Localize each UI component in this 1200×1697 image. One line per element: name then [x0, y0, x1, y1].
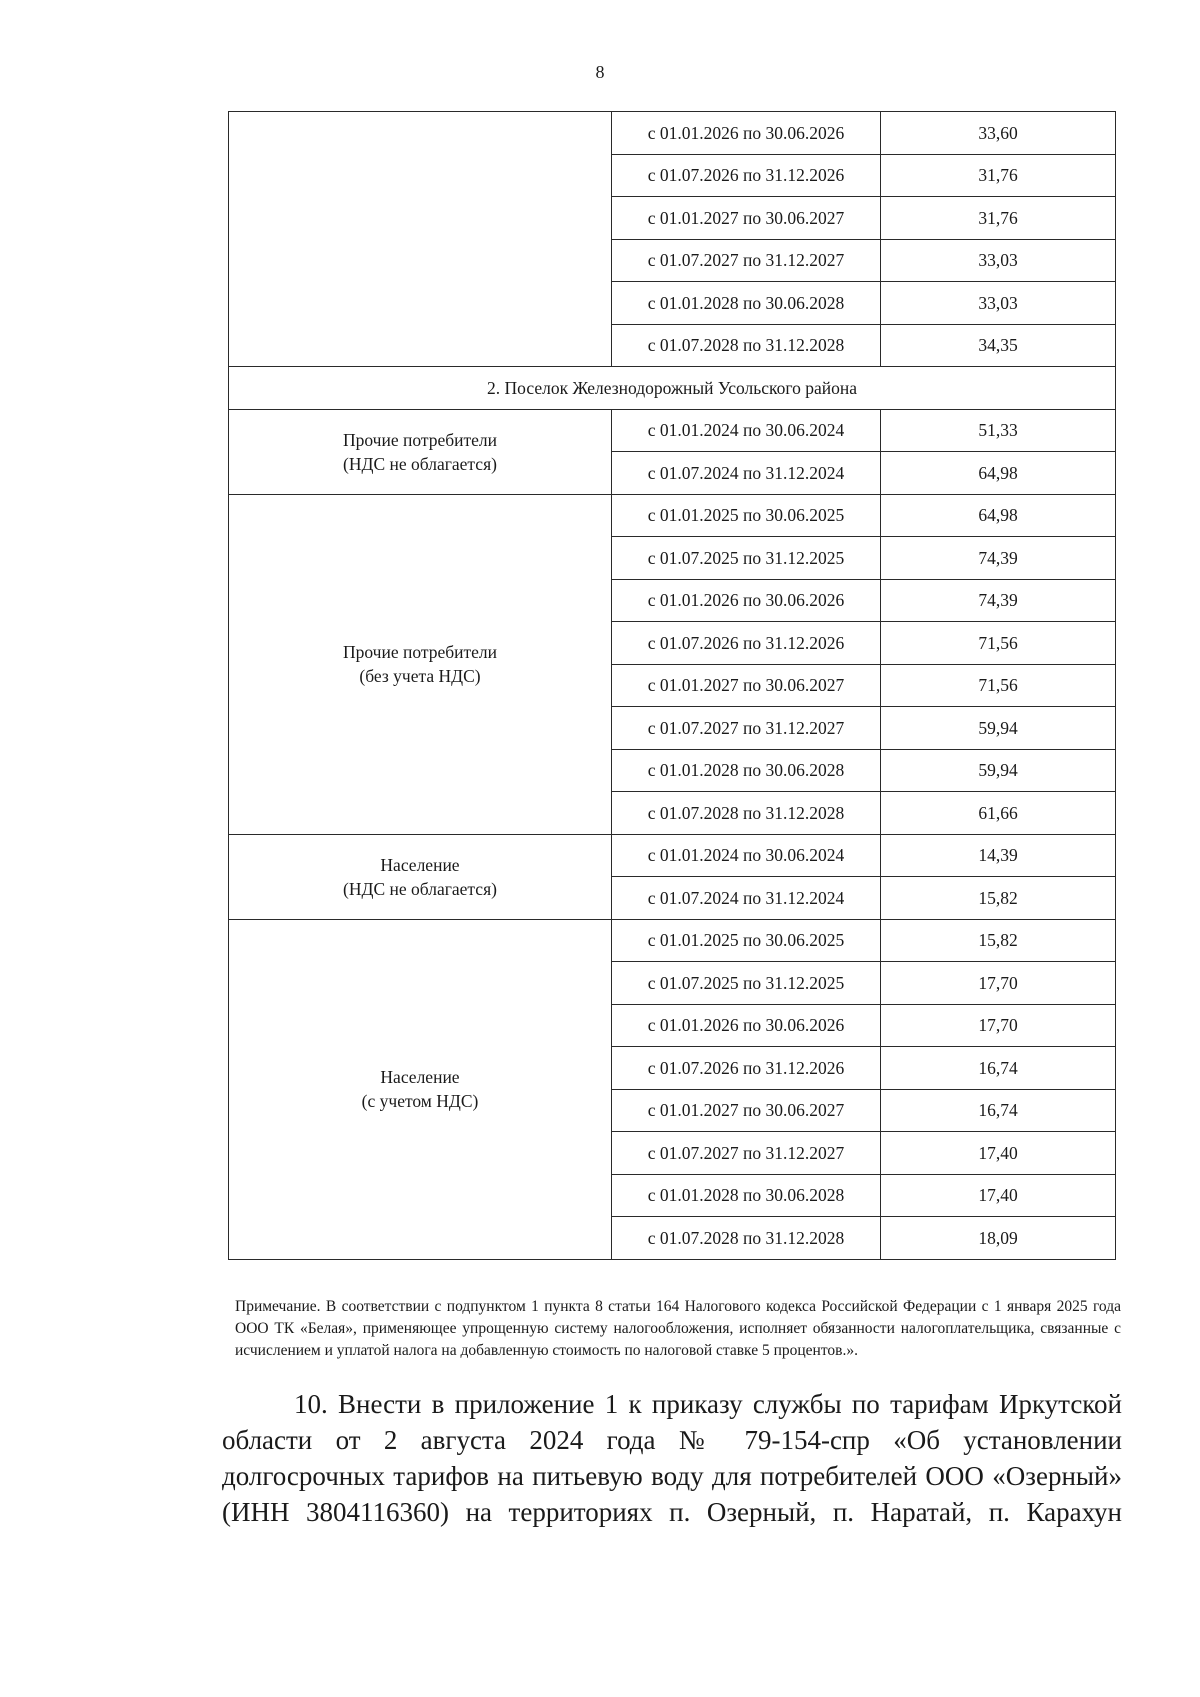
period-cell: с 01.07.2025 по 31.12.2025	[612, 537, 881, 580]
group-label-line1: Прочие потребители	[342, 642, 498, 662]
group-label-line1: Население	[380, 1067, 460, 1087]
value-cell: 16,74	[881, 1047, 1116, 1090]
period-cell: с 01.01.2024 по 30.06.2024	[612, 409, 881, 452]
group-label-empty	[229, 112, 612, 367]
period-cell: с 01.07.2028 по 31.12.2028	[612, 324, 881, 367]
value-cell: 18,09	[881, 1217, 1116, 1260]
value-cell: 17,40	[881, 1132, 1116, 1175]
period-cell: с 01.01.2027 по 30.06.2027	[612, 664, 881, 707]
value-cell: 33,03	[881, 239, 1116, 282]
period-cell: с 01.01.2028 по 30.06.2028	[612, 749, 881, 792]
value-cell: 33,03	[881, 282, 1116, 325]
value-cell: 31,76	[881, 197, 1116, 240]
group-label	[229, 409, 612, 494]
period-cell: с 01.01.2027 по 30.06.2027	[612, 1089, 881, 1132]
value-cell: 33,60	[881, 112, 1116, 155]
period-cell: с 01.07.2026 по 31.12.2026	[612, 622, 881, 665]
table-row	[229, 494, 1116, 537]
tariff-table	[228, 111, 1116, 1260]
value-cell: 17,70	[881, 962, 1116, 1005]
table-note: Примечание. В соответствии с подпунктом 1 пункта 8 статьи 164 Налогового кодекса Российской Федерации с 1 января 2025 года ООО ТК «Белая», применяющее упрощенную систему налогообложения, исполняет обязанности налогоплательщика, связанные с исчислением и уплатой налога на добавленную стоимость по налоговой ставке 5 процентов.».	[235, 1298, 1121, 1359]
period-cell: с 01.07.2026 по 31.12.2026	[612, 1047, 881, 1090]
group-label	[229, 834, 612, 919]
value-cell: 71,56	[881, 622, 1116, 665]
value-cell: 59,94	[881, 707, 1116, 750]
body-paragraph	[222, 1386, 1122, 1530]
section-title: 2. Поселок Железнодорожный Усольского района	[229, 367, 1116, 410]
value-cell: 16,74	[881, 1089, 1116, 1132]
value-cell: 74,39	[881, 579, 1116, 622]
group-label	[229, 919, 612, 1259]
period-cell: с 01.01.2025 по 30.06.2025	[612, 919, 881, 962]
value-cell: 14,39	[881, 834, 1116, 877]
period-cell: с 01.01.2028 по 30.06.2028	[612, 1174, 881, 1217]
table-row	[229, 112, 1116, 155]
value-cell: 31,76	[881, 154, 1116, 197]
value-cell: 71,56	[881, 664, 1116, 707]
period-cell: с 01.01.2027 по 30.06.2027	[612, 197, 881, 240]
period-cell: с 01.07.2026 по 31.12.2026	[612, 154, 881, 197]
group-label-line1: Прочие потребители	[342, 429, 498, 450]
value-cell: 15,82	[881, 919, 1116, 962]
value-cell: 64,98	[881, 452, 1116, 495]
group-label-line1: Население	[380, 854, 460, 875]
table-row	[229, 834, 1116, 877]
period-cell: с 01.01.2024 по 30.06.2024	[612, 834, 881, 877]
period-cell: с 01.07.2025 по 31.12.2025	[612, 962, 881, 1005]
value-cell: 17,40	[881, 1174, 1116, 1217]
group-label-line2: (НДС не облагается)	[343, 453, 497, 474]
period-cell: с 01.07.2024 по 31.12.2024	[612, 452, 881, 495]
value-cell: 51,33	[881, 409, 1116, 452]
group-label	[229, 494, 612, 834]
value-cell: 34,35	[881, 324, 1116, 367]
period-cell: с 01.07.2027 по 31.12.2027	[612, 239, 881, 282]
period-cell: с 01.01.2026 по 30.06.2026	[612, 1004, 881, 1047]
page-number: 8	[595, 62, 605, 82]
section-row	[229, 367, 1116, 410]
group-label-line2: (с учетом НДС)	[361, 1091, 479, 1111]
table-row	[229, 409, 1116, 452]
value-cell: 64,98	[881, 494, 1116, 537]
period-cell: с 01.07.2028 по 31.12.2028	[612, 792, 881, 835]
paragraph-text: 10. Внести в приложение 1 к приказу службы по тарифам Иркутской области от 2 августа 2024 года № 79-154-спр «Об установлении долгосрочных тарифов на питьевую воду для потребителей ООО «Озерный» (ИНН 3804116360) на территориях п. Озерный, п. Наратай, п. Карахун	[222, 1389, 1122, 1527]
period-cell: с 01.07.2028 по 31.12.2028	[612, 1217, 881, 1260]
group-label-line2: (без учета НДС)	[359, 666, 481, 686]
period-cell: с 01.01.2028 по 30.06.2028	[612, 282, 881, 325]
value-cell: 59,94	[881, 749, 1116, 792]
period-cell: с 01.07.2027 по 31.12.2027	[612, 707, 881, 750]
period-cell: с 01.01.2025 по 30.06.2025	[612, 494, 881, 537]
period-cell: с 01.07.2027 по 31.12.2027	[612, 1132, 881, 1175]
period-cell: с 01.01.2026 по 30.06.2026	[612, 112, 881, 155]
period-cell: с 01.01.2026 по 30.06.2026	[612, 579, 881, 622]
value-cell: 17,70	[881, 1004, 1116, 1047]
group-label-line2: (НДС не облагается)	[343, 878, 497, 899]
table-row	[229, 919, 1116, 962]
value-cell: 74,39	[881, 537, 1116, 580]
value-cell: 61,66	[881, 792, 1116, 835]
period-cell: с 01.07.2024 по 31.12.2024	[612, 877, 881, 920]
value-cell: 15,82	[881, 877, 1116, 920]
